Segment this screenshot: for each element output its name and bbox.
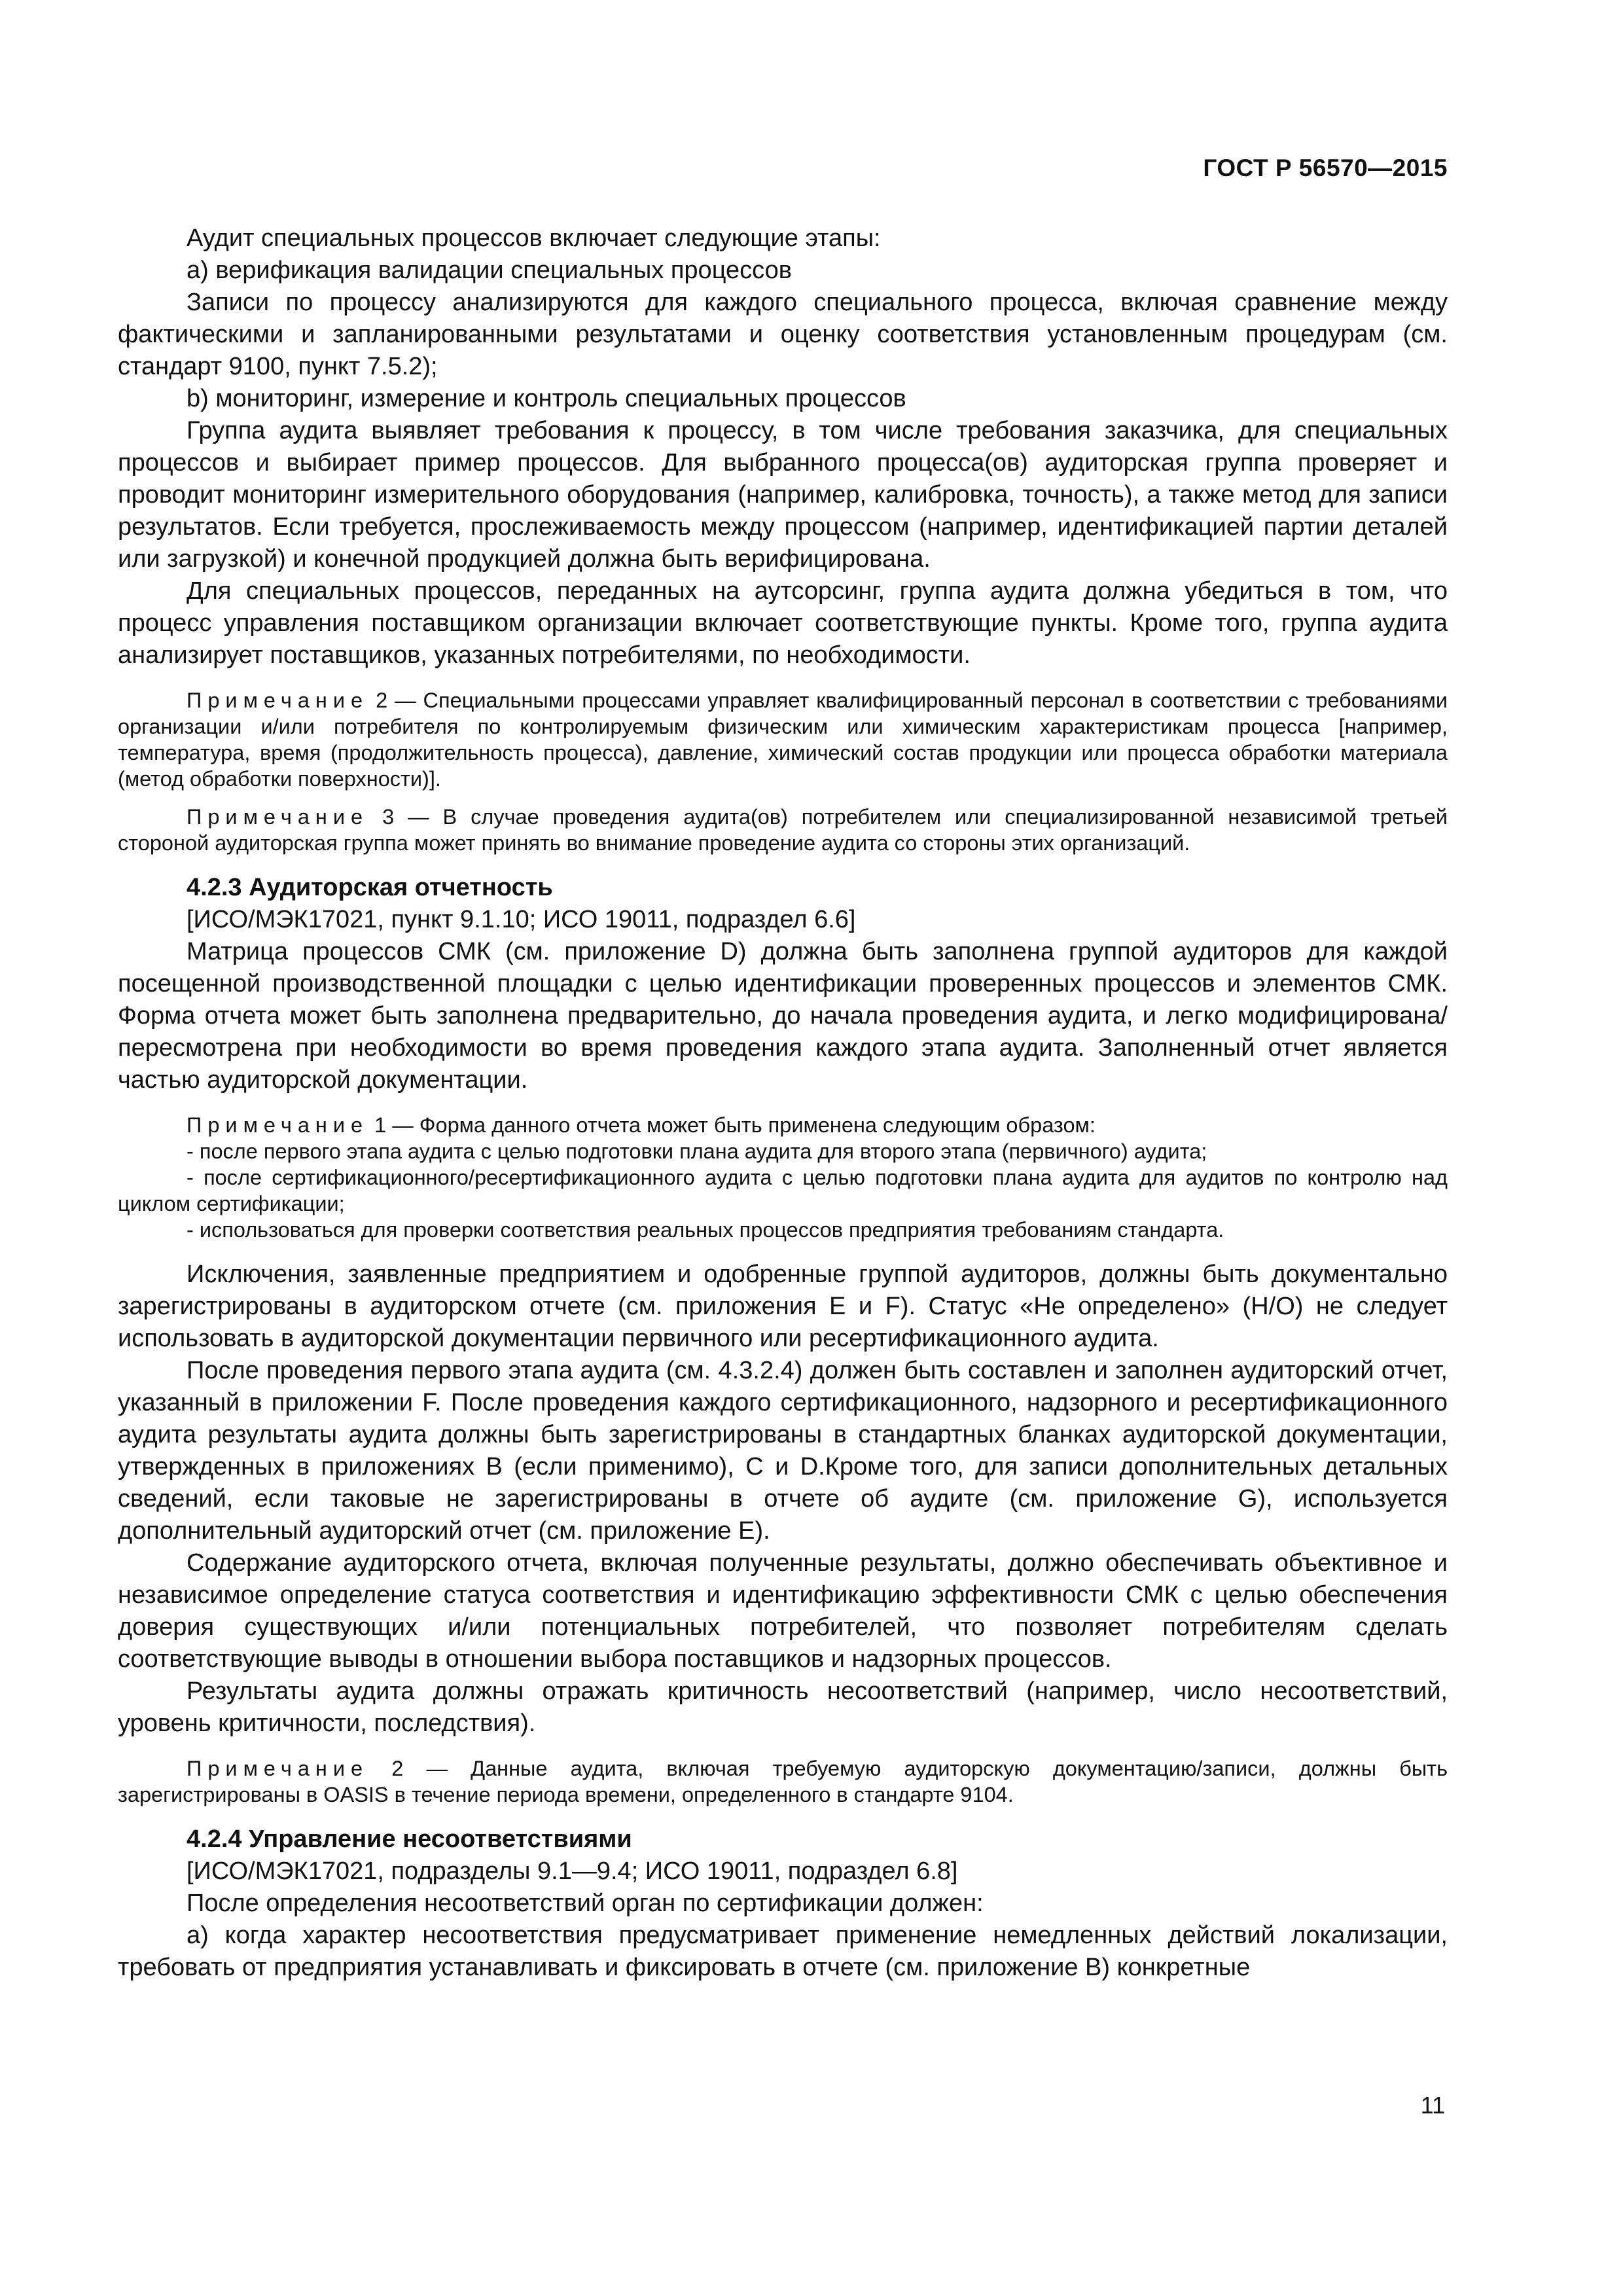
paragraph: Матрица процессов СМК (см. приложение D) должна быть заполнена группой аудиторов для каждой посещенной производственной площадки с целью идентификации проверенных процессов и элементов СМК. Форма отчета может быть заполнена предварительно, до начала проведения аудита, и легко модифицирована/пересмотрена при необходимости во время проведения каждого этапа аудита. Заполненный отчет является частью аудиторской документации. — [118, 938, 1448, 1094]
note-label: Примечание — [187, 1113, 369, 1137]
paragraph: Содержание аудиторского отчета, включая полученные результаты, должно обеспечивать объективное и независимое определение статуса соответствия и идентификацию эффективности СМК с целью обеспечения доверия существующих и/или потенциальных потребителей, что позволяет потребителям сделать соответствующие выводы в отношении выбора поставщиков и надзорных процессов. — [118, 1549, 1448, 1673]
note-text: — В случае проведения аудита(ов) потребителем или специализированной независимой третьей стороной аудиторская группа может принять во внимание проведение аудита со стороны этих организаций. — [118, 805, 1448, 855]
note-1-report-form — [118, 1112, 1448, 1138]
document-code-header: ГОСТ Р 56570—2015 — [1203, 154, 1448, 181]
page-content — [118, 223, 1448, 1984]
note-text: — Форма данного отчета может быть применена следующим образом: — [392, 1113, 1096, 1137]
paragraph: Записи по процессу анализируются для каждого специального процесса, включая сравнение между фактическими и запланированными результатами и оценку соответствия установленным процедурам (см. стандарт 9100, пункт 7.5.2); — [118, 289, 1448, 380]
note-number: 2 — [376, 689, 388, 712]
note-number: 1 — [374, 1113, 387, 1137]
note-2-oasis — [118, 1755, 1448, 1808]
page-number: 11 — [1420, 2092, 1445, 2119]
paragraph: После проведения первого этапа аудита (см. 4.3.2.4) должен быть составлен и заполнен аудиторский отчет, указанный в приложении F. После проведения каждого сертификационного, надзорного и ресертификационного аудита результаты аудита должны быть зарегистрированы в стандартных бланках аудиторской документации, утвержденных в приложениях B (если применимо), C и D.Кроме того, для записи дополнительных детальных сведений, если таковые не зарегистрированы в отчете об аудите (см. приложение G), используется дополнительный аудиторский отчет (см. приложение E). — [118, 1357, 1448, 1545]
section-reference: [ИСО/МЭК17021, пункт 9.1.10; ИСО 19011, подраздел 6.6] — [187, 906, 856, 933]
note-number: 2 — [391, 1757, 404, 1780]
list-item-a: a) когда характер несоответствия предусматривает применение немедленных действий локализации, требовать от предприятия устанавливать и фиксировать в отчете (см. приложение B) конкретные — [118, 1922, 1448, 1981]
note-text: — Специальными процессами управляет квалифицированный персонал в соответствии с требованиями организации и/или потребителя по контролируемым физическим или химическим характеристикам процесса [например, температура, время (продолжительность процесса), давление, химический состав продукции или процесса обработки материала (метод обработки поверхности)]. — [118, 689, 1448, 791]
paragraph: Аудит специальных процессов включает следующие этапы: — [187, 224, 881, 252]
note-label: Примечание — [187, 805, 369, 829]
paragraph: После определения несоответствий орган по сертификации должен: — [187, 1890, 984, 1917]
paragraph: Исключения, заявленные предприятием и одобренные группой аудиторов, должны быть документально зарегистрированы в аудиторском отчете (см. приложения E и F). Статус «Не определено» (Н/О) не следует использовать в аудиторской документации первичного или ресертификационного аудита. — [118, 1261, 1448, 1352]
note-2-special-processes — [118, 687, 1448, 792]
note-3-third-party — [118, 804, 1448, 856]
note-list-item: - после сертификационного/ресертификационного аудита с целью подготовки плана аудита для аудитов по контролю над циклом сертификации; — [118, 1166, 1448, 1215]
note-label: Примечание — [187, 689, 369, 712]
note-number: 3 — [382, 805, 395, 829]
section-heading-4-2-3: 4.2.3 Аудиторская отчетность — [187, 874, 553, 901]
note-list-item: - после первого этапа аудита с целью подготовки плана аудита для второго этапа (первичного) аудита; — [187, 1139, 1207, 1163]
note-text: — Данные аудита, включая требуемую аудиторскую документацию/записи, должны быть зарегистрированы в OASIS в течение периода времени, определенного в стандарте 9104. — [118, 1757, 1448, 1806]
note-list-item: - использоваться для проверки соответствия реальных процессов предприятия требованиям стандарта. — [187, 1218, 1224, 1242]
section-heading-4-2-4: 4.2.4 Управление несоответствиями — [187, 1825, 632, 1853]
list-item-a: a) верификация валидации специальных процессов — [187, 257, 792, 284]
list-item-b: b) мониторинг, измерение и контроль специальных процессов — [187, 385, 906, 412]
paragraph: Для специальных процессов, переданных на аутсорсинг, группа аудита должна убедиться в том, что процесс управления поставщиком организации включает соответствующие пункты. Кроме того, группа аудита анализирует поставщиков, указанных потребителями, по необходимости. — [118, 577, 1448, 669]
paragraph: Группа аудита выявляет требования к процессу, в том числе требования заказчика, для специальных процессов и выбирает пример процессов. Для выбранного процесса(ов) аудиторская группа проверяет и проводит мониторинг измерительного оборудования (например, калибровка, точность), а также метод для записи результатов. Если требуется, прослеживаемость между процессом (например, идентификацией партии деталей или загрузкой) и конечной продукцией должна быть верифицирована. — [118, 417, 1448, 573]
paragraph: Результаты аудита должны отражать критичность несоответствий (например, число несоответствий, уровень критичности, последствия). — [118, 1677, 1448, 1737]
note-label: Примечание — [187, 1757, 369, 1780]
section-reference: [ИСО/МЭК17021, подразделы 9.1—9.4; ИСО 19011, подраздел 6.8] — [187, 1857, 958, 1885]
